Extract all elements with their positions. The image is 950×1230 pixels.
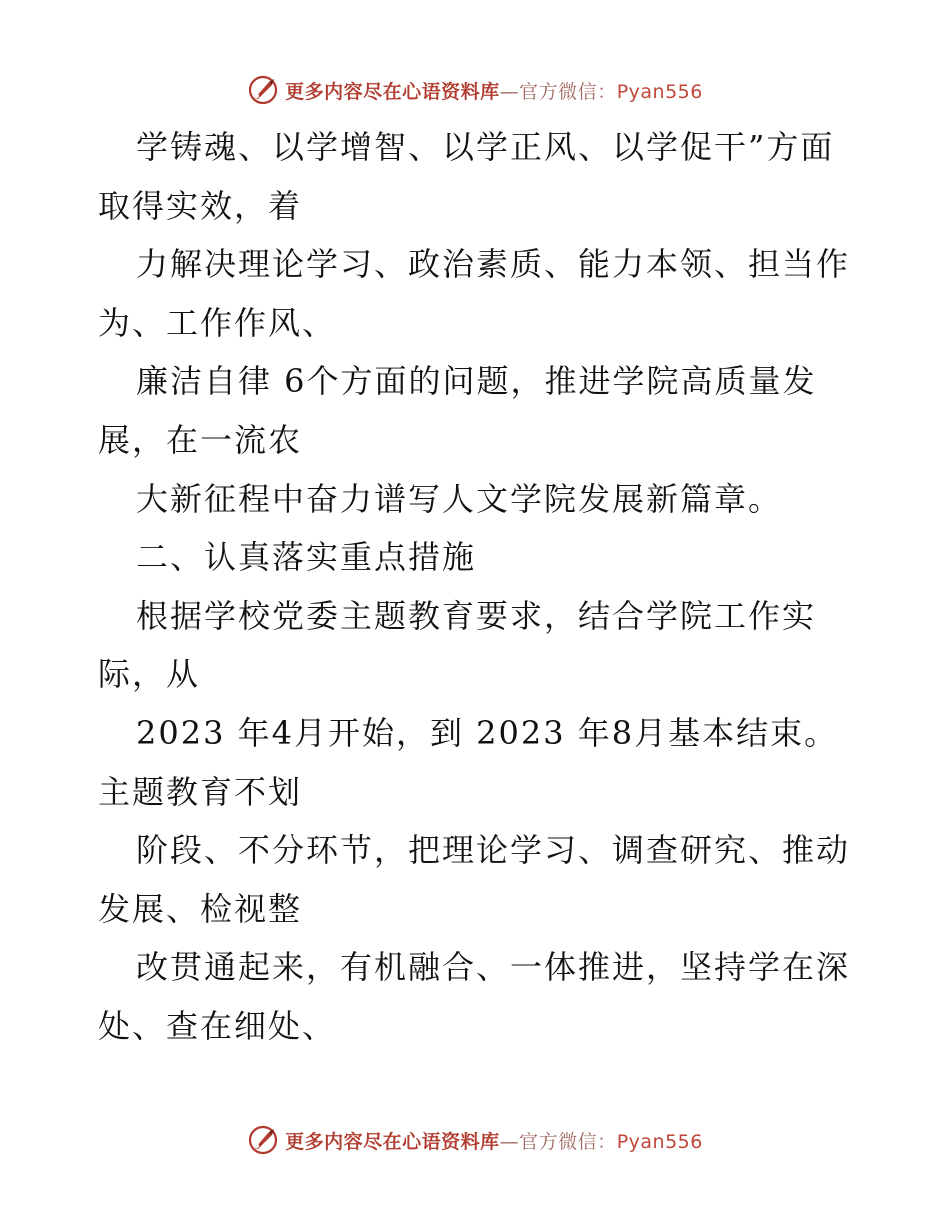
document-body <box>98 118 878 1056</box>
watermark-separator: —官方微信： <box>499 80 617 103</box>
quill-pen-logo-icon <box>247 1124 279 1156</box>
text-line: 改贯通起来，有机融合、一体推进，坚持学在深 <box>136 948 851 987</box>
section-heading: 二、认真落实重点措施 <box>136 538 477 577</box>
watermark-brand: 更多内容尽在心语资料库 <box>285 1130 500 1153</box>
text-line: 取得实效，着 <box>98 186 303 225</box>
text-line: 力解决理论学习、政治素质、能力本领、担当作 <box>136 245 851 284</box>
text-line: 根据学校党委主题教育要求，结合学院工作实 <box>136 596 817 635</box>
text-line: 处、查在细处、 <box>98 1006 337 1045</box>
text-line: 阶段、不分环节，把理论学习、调查研究、推动 <box>136 831 851 870</box>
text-line: 发展、检视整 <box>98 889 303 928</box>
watermark-wechat-id: Pyan556 <box>616 80 703 103</box>
text-line: 2023 年4月开始，到 2023 年8月基本结束。 <box>136 713 839 752</box>
text-line: 廉洁自律 6个方面的问题，推进学院高质量发 <box>136 362 817 401</box>
text-line: 展，在一流农 <box>98 420 303 459</box>
text-line: 大新征程中奋力谱写人文学院发展新篇章。 <box>136 479 783 518</box>
footer-watermark <box>0 1120 950 1160</box>
watermark-text <box>285 1127 703 1154</box>
watermark-separator: —官方微信： <box>499 1130 617 1153</box>
quill-pen-logo-icon <box>247 74 279 106</box>
text-line: 际，从 <box>98 655 201 694</box>
header-watermark <box>0 70 950 110</box>
watermark-brand: 更多内容尽在心语资料库 <box>285 80 500 103</box>
text-line: 主题教育不划 <box>98 772 303 811</box>
watermark-text <box>285 77 703 104</box>
text-line: 学铸魂、以学增智、以学正风、以学促干”方面 <box>136 128 835 166</box>
watermark-wechat-id: Pyan556 <box>616 1130 703 1153</box>
text-line: 为、工作作风、 <box>98 303 337 342</box>
